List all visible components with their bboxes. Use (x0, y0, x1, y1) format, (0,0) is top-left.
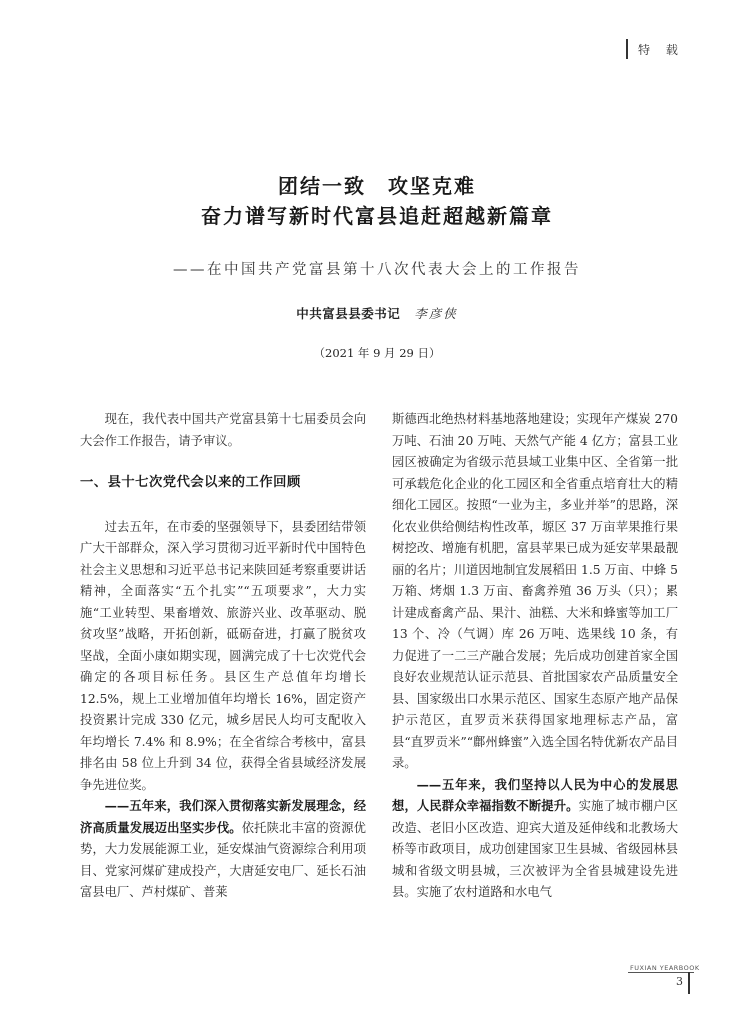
article-title-line2: 奋力谱写新时代富县追赶超越新篇章 (201, 204, 553, 228)
section-label (626, 38, 684, 60)
development-paragraph-continued (392, 409, 678, 775)
development-paragraph-start (80, 796, 366, 904)
section-heading: 一、县十七次党代会以来的工作回顾 (80, 475, 301, 490)
livelihood-paragraph (392, 775, 678, 904)
yearbook-tag: FUXIAN YEARBOOK (630, 964, 700, 972)
development-text-left: 依托陕北丰富的资源优势，大力发展能源工业，延安煤油气资源综合利用项目、党家河煤矿建成投产，大唐延安电厂、延长石油富县电厂、芦村煤矿、普莱 (80, 820, 366, 899)
report-date: （2021 年 9 月 29 日） (313, 346, 441, 360)
author-role: 中共富县县委书记 (296, 306, 401, 321)
section-title: 特 载 (638, 42, 684, 57)
article-subtitle: ——在中国共产党富县第十八次代表大会上的工作报告 (173, 262, 581, 278)
section-divider (626, 39, 628, 59)
article-title-line1: 团结一致 攻坚克难 (278, 174, 476, 198)
livelihood-text: 实施了城市棚户区改造、老旧小区改造、迎宾大道及延伸线和北教场大桥等市政项目，成功创建国家卫生县城、省级园林县城和省级文明县城，三次被评为全省县城建设先进县。实施了农村道路和水电气 (392, 799, 678, 899)
development-text-right: 斯德西北绝热材料基地落地建设；实现年产煤炭 270 万吨、石油 20 万吨、天然气产能 4 亿方；富县工业园区被确定为省级示范县域工业集中区、全省第一批可承载危化企业的化工园区和全省重点培育壮大的精细化工园区。按照“一业为主，多业并举”的思路，深化农业供给侧结构性改革，塬区 37 万亩苹果推行果树挖改、增施有机肥，富县苹果已成为延安苹果最靓丽的名片；川道因地制宜发展稻田 1.5 万亩、中蜂 5 万箱、烤烟 1.3 万亩、畜禽养殖 36 万头（只）；累计建成畜禽产品、果汁、油糕、大米和蜂蜜等加工厂 13 个、冷（气调）库 26 万吨、选果线 10 条，有力促进了一二三产融合发展；先后成功创建首家全国良好农业规范认证示范县、首批国家农产品质量安全县、国家级出口水果示范区、国家生态原产地产品保护示范区，直罗贡米获得国家地理标志产品，富县“直罗贡米”“鄜州蜂蜜”入选全国名特优新农产品目录。 (392, 412, 678, 770)
intro-paragraph: 现在，我代表中国共产党富县第十七届委员会向大会作工作报告，请予审议。 (80, 412, 366, 448)
column-left (80, 409, 366, 904)
author-line (0, 304, 754, 322)
author-name: 李彦侠 (414, 306, 458, 321)
footer-rule (628, 972, 694, 973)
footer-bar (688, 972, 690, 994)
review-paragraph: 过去五年，在市委的坚强领导下，县委团结带领广大干部群众，深入学习贯彻习近平新时代中国特色社会主义思想和习近平总书记来陕回延考察重要讲话精神，全面落实“五个扎实”“五项要求”，大力实施“工业转型、果畜增效、旅游兴业、改革驱动、脱贫攻坚”战略，开拓创新，砥砺奋进，打赢了脱贫攻坚战，全面小康如期实现，圆满完成了十七次党代会确定的各项目标任务。县区生产总值年均增长 12.5%，规上工业增加值年均增长 16%，固定资产投资累计完成 330 亿元，城乡居民人均可支配收入年均增长 7.4% 和 8.9%；在全省综合考核中，富县排名由 58 位上升到 34 位，获得全省县域经济发展争先进位奖。 (80, 519, 366, 792)
development-lead: ——五年来，我们深入贯彻落实新发展理念，经济高质量发展迈出坚实步伐。 (80, 799, 366, 835)
livelihood-lead: ——五年来，我们坚持以人民为中心的发展思想，人民群众幸福指数不断提升。 (392, 777, 678, 813)
column-right (392, 409, 678, 904)
page-number: 3 (676, 975, 683, 988)
